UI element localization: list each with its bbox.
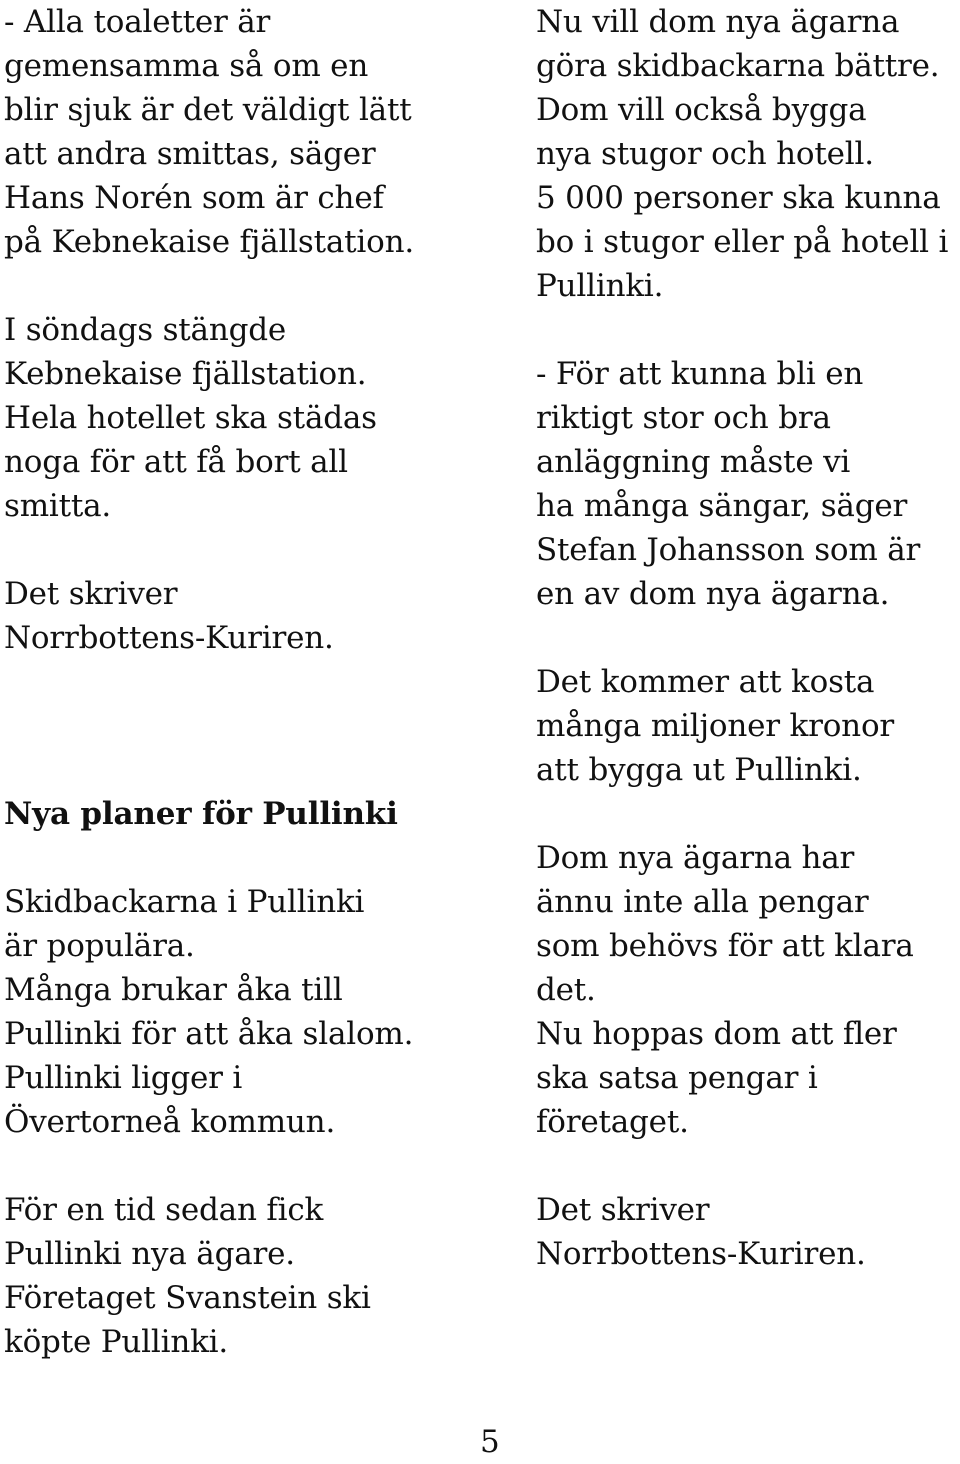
article-heading: Nya planer för Pullinki [4,796,398,832]
text-line: Kebnekaise fjällstation. [4,356,367,392]
text-line: smitta. [4,488,112,524]
paragraph [536,1188,960,1276]
text-line: ha många sängar, säger [536,488,908,524]
text-line: som behövs för att klara [536,928,914,964]
text-line: - För att kunna bli en [536,356,864,392]
text-line: Det skriver [4,576,178,612]
page-number: 5 [480,1424,500,1460]
text-line: Hela hotellet ska städas [4,400,377,436]
text-line: många miljoner kronor [536,708,895,744]
text-line: riktigt stor och bra [536,400,831,436]
text-line: Hans Norén som är chef [4,180,384,216]
text-line: blir sjuk är det väldigt lätt [4,92,412,128]
text-line: Företaget Svanstein ski [4,1280,371,1316]
text-line: köpte Pullinki. [4,1324,229,1360]
paragraph [536,836,960,1144]
text-line: Nu hoppas dom att fler [536,1016,897,1052]
text-line: Dom vill också bygga [536,92,867,128]
text-line: en av dom nya ägarna. [536,576,890,612]
paragraph [4,0,514,264]
paragraph [536,0,960,308]
text-line: Övertorneå kommun. [4,1104,336,1140]
paragraph [4,572,514,660]
paragraph [536,660,960,792]
text-line: att andra smittas, säger [4,136,376,172]
text-line: är populära. [4,928,195,964]
text-line: bo i stugor eller på hotell i [536,224,949,260]
paragraph [4,308,514,528]
paragraph [4,1188,514,1364]
text-line: nya stugor och hotell. [536,136,874,172]
text-line: Pullinki. [536,268,664,304]
text-line: I söndags stängde [4,312,287,348]
paragraph [536,352,960,616]
text-line: 5 000 personer ska kunna [536,180,941,216]
text-line: Stefan Johansson som är [536,532,921,568]
paragraph [4,880,514,1144]
text-line: göra skidbackarna bättre. [536,48,940,84]
text-line: att bygga ut Pullinki. [536,752,862,788]
text-line: Det skriver [536,1192,710,1228]
text-line: Pullinki ligger i [4,1060,243,1096]
text-line: Skidbackarna i Pullinki [4,884,365,920]
text-line: anläggning måste vi [536,444,851,480]
text-line: Nu vill dom nya ägarna [536,4,900,40]
text-line: företaget. [536,1104,689,1140]
text-line: gemensamma så om en [4,48,369,84]
text-line: Dom nya ägarna har [536,840,855,876]
text-line: Det kommer att kosta [536,664,875,700]
text-line: ännu inte alla pengar [536,884,869,920]
right-column [536,0,960,1276]
text-line: - Alla toaletter är [4,4,271,40]
text-line: noga för att få bort all [4,444,348,480]
text-line: Pullinki för att åka slalom. [4,1016,414,1052]
text-line: Norrbottens-Kuriren. [4,620,334,656]
text-line: på Kebnekaise fjällstation. [4,224,414,260]
text-line: För en tid sedan fick [4,1192,324,1228]
text-line: ska satsa pengar i [536,1060,818,1096]
text-line: Pullinki nya ägare. [4,1236,295,1272]
text-line: Många brukar åka till [4,972,343,1008]
text-line: Norrbottens-Kuriren. [536,1236,866,1272]
text-line: det. [536,972,596,1008]
left-column [4,0,514,1364]
